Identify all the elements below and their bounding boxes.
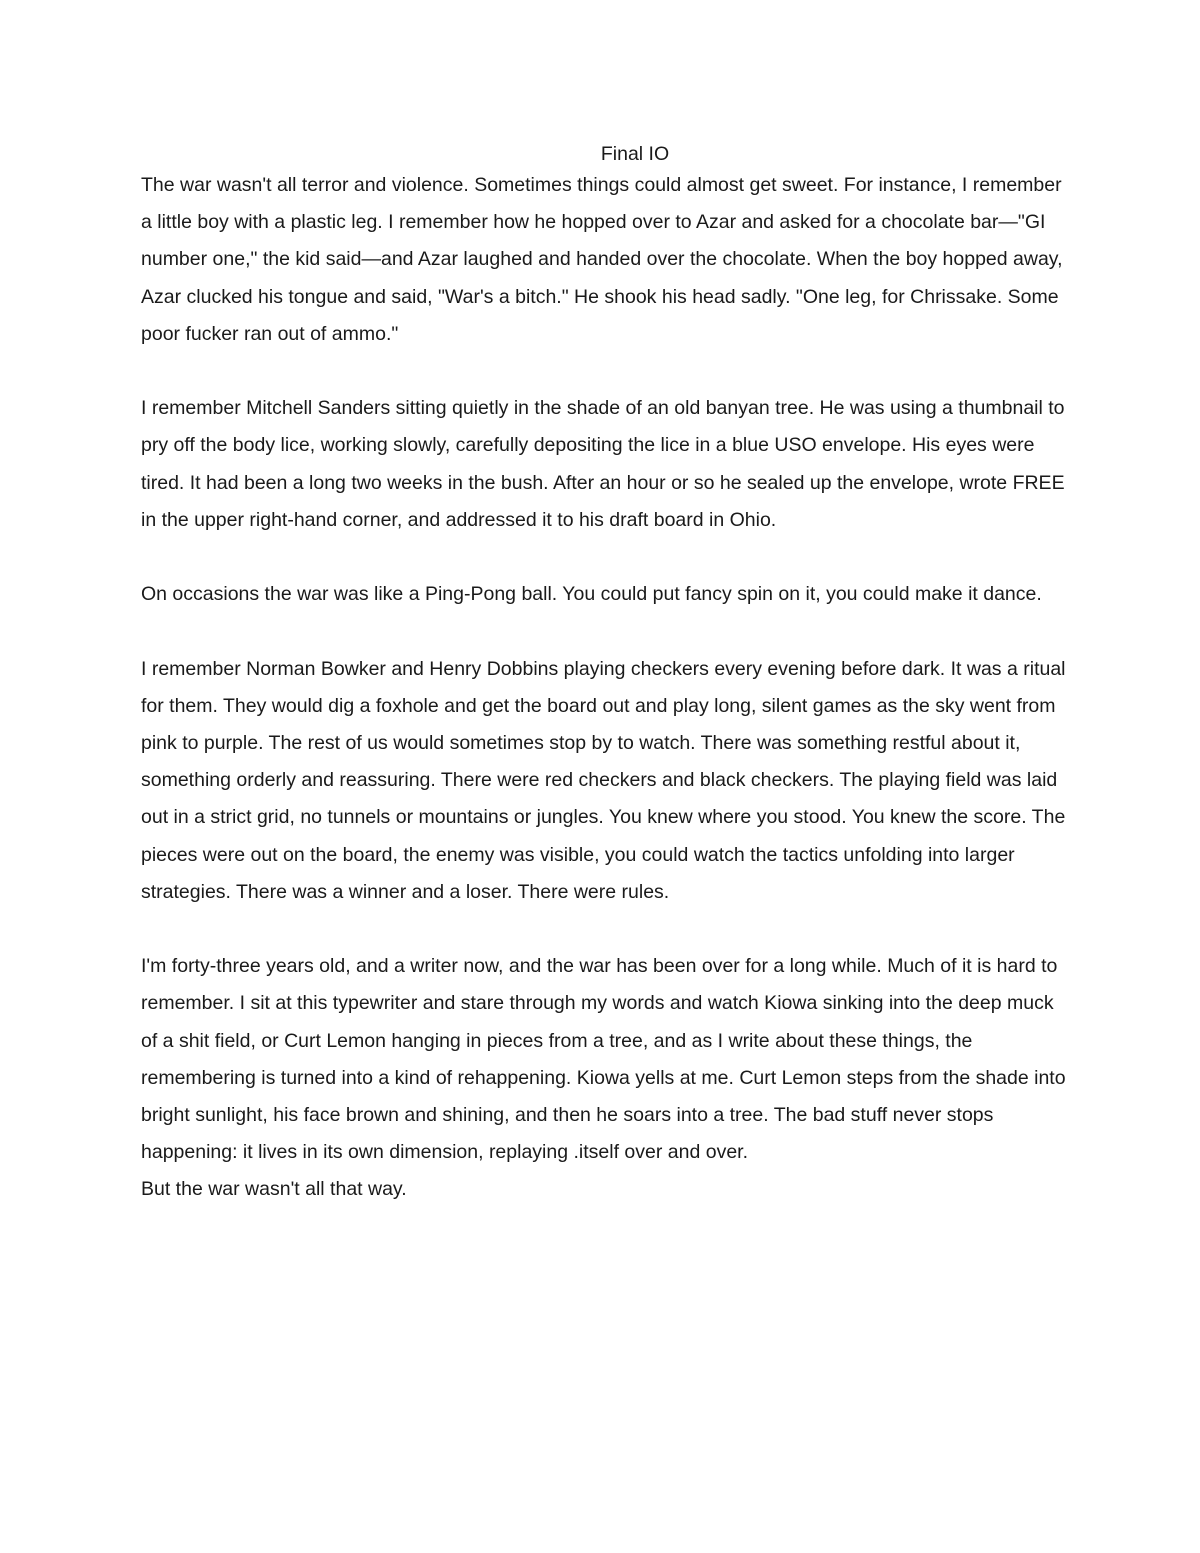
document-body	[141, 167, 1071, 1209]
document-title: Final IO	[600, 143, 670, 165]
paragraph: I'm forty-three years old, and a writer now, and the war has been over for a long while. Much of it is hard to remember. I sit at this typewriter and stare through my words and watch Kiowa sinking into the deep muck of a shit field, or Curt Lemon hanging in pieces from a tree, and as I write about these things, the remembering is turned into a kind of rehappening. Kiowa yells at me. Curt Lemon steps from the shade into bright sunlight, his face brown and shining, and then he soars into a tree. The bad stuff never stops happening: it lives in its own dimension, replaying .itself over and over.	[141, 955, 1066, 1164]
paragraph: I remember Norman Bowker and Henry Dobbins playing checkers every evening before dark. It was a ritual for them. They would dig a foxhole and get the board out and play long, silent games as the sky went from pink to purple. The rest of us would sometimes stop by to watch. There was something restful about it, something orderly and reassuring. There were red checkers and black checkers. The playing field was laid out in a strict grid, no tunnels or mountains or jungles. You knew where you stood. You knew the score. The pieces were out on the board, the enemy was visible, you could watch the tactics unfolding into larger strategies. There was a winner and a loser. There were rules.	[141, 657, 1066, 903]
paragraph: The war wasn't all terror and violence. Sometimes things could almost get sweet. For instance, I remember a little boy with a plastic leg. I remember how he hopped over to Azar and asked for a chocolate bar—"GI number one," the kid said—and Azar laughed and handed over the chocolate. When the boy hopped away, Azar clucked his tongue and said, "War's a bitch." He shook his head sadly. "One leg, for Chrissake. Some poor fucker ran out of ammo."	[141, 174, 1063, 345]
paragraph: I remember Mitchell Sanders sitting quietly in the shade of an old banyan tree. He was using a thumbnail to pry off the body lice, working slowly, carefully depositing the lice in a blue USO envelope. His eyes were tired. It had been a long two weeks in the bush. After an hour or so he sealed up the envelope, wrote FREE in the upper right-hand corner, and addressed it to his draft board in Ohio.	[141, 397, 1065, 531]
paragraph: On occasions the war was like a Ping-Pong ball. You could put fancy spin on it, you could make it dance.	[141, 583, 1042, 606]
paragraph: But the war wasn't all that way.	[141, 1178, 407, 1201]
